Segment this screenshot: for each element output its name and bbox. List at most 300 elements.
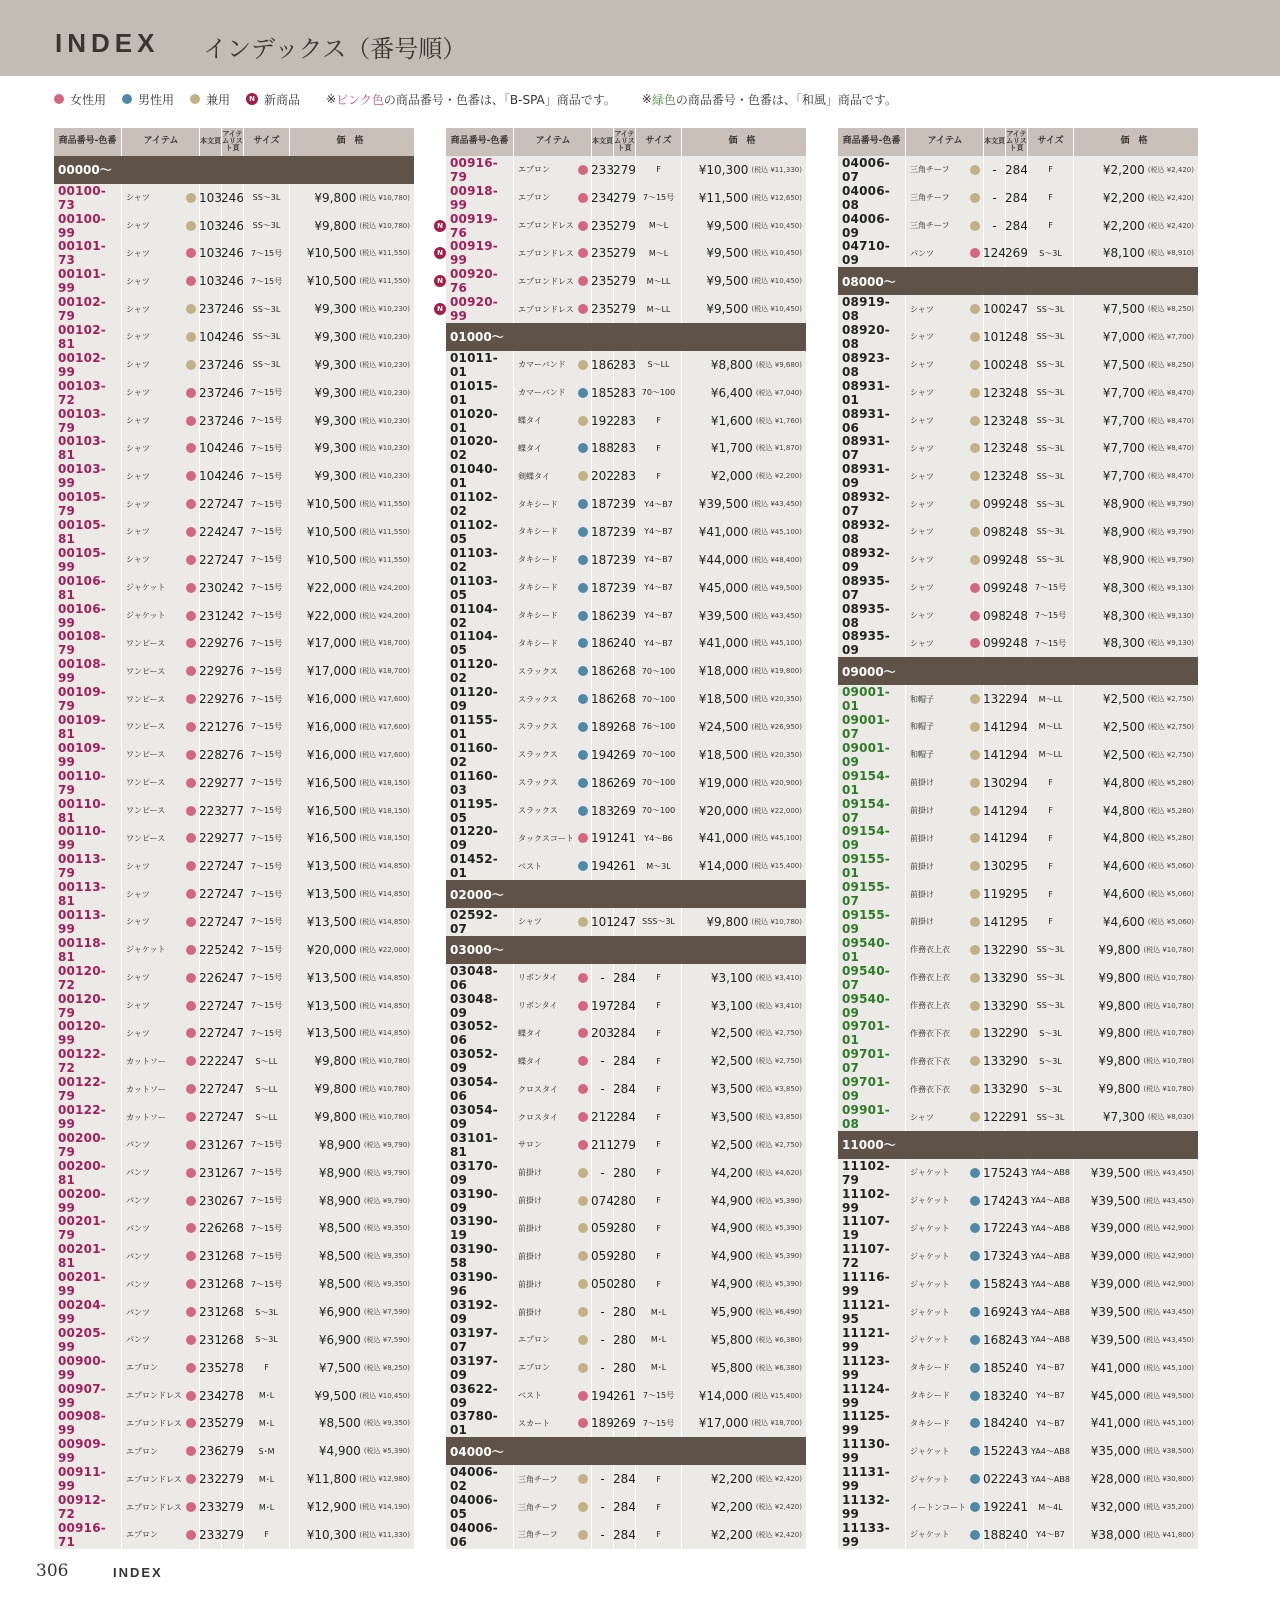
text-page-cell: 227: [199, 546, 221, 574]
size-cell: [635, 407, 681, 435]
item-name: ワンピース: [126, 806, 166, 816]
text-page-cell: 130: [983, 852, 1005, 880]
item-name: シャツ: [126, 304, 150, 314]
item-cell: [121, 1298, 199, 1326]
item-name: 前掛け: [910, 806, 934, 816]
usage-both-dot-icon: [970, 1001, 980, 1011]
usage-both-dot-icon: [970, 304, 980, 314]
text-page-cell: 185: [983, 1354, 1005, 1382]
size-cell: [243, 1020, 289, 1048]
product-code: 03622-09: [450, 1381, 498, 1410]
section-header-row: 01000～: [446, 323, 806, 351]
usage-women-dot-icon: [186, 1446, 196, 1456]
usage-both-dot-icon: [186, 193, 196, 203]
table-row: [446, 657, 806, 685]
item-name: パンツ: [126, 1307, 150, 1317]
item-name: 前掛け: [518, 1196, 542, 1206]
size-cell: [1027, 156, 1073, 184]
item-name: シャツ: [126, 1028, 150, 1038]
list-page-cell: 248: [1005, 546, 1027, 574]
list-page-cell: 295: [1005, 852, 1027, 880]
size-value: F: [656, 1196, 661, 1206]
usage-both-dot-icon: [578, 471, 588, 481]
price-value: ¥41,000: [698, 524, 749, 539]
table-row: [446, 797, 806, 825]
item-name: 前掛け: [910, 833, 934, 843]
item-cell: [513, 1465, 591, 1493]
size-value: SS～3L: [252, 304, 281, 314]
usage-men-dot-icon: [578, 555, 588, 565]
price-value: ¥8,900: [1102, 524, 1145, 539]
price-value: ¥8,900: [318, 1165, 361, 1180]
product-code-cell: [446, 741, 513, 769]
text-page-cell: 227: [199, 1075, 221, 1103]
size-value: F: [1048, 861, 1053, 871]
item-cell: [121, 184, 199, 212]
product-code: 00110-81: [58, 796, 106, 825]
text-page-cell: 100: [983, 351, 1005, 379]
price-cell: [1073, 574, 1198, 602]
size-cell: [1027, 602, 1073, 630]
price-cell: [681, 490, 806, 518]
price-tax-included: (税込 ¥43,450): [751, 500, 802, 509]
text-page-cell: 227: [199, 992, 221, 1020]
price-tax-included: (税込 ¥10,230): [359, 388, 410, 397]
price-cell: [681, 657, 806, 685]
usage-both-dot-icon: [970, 527, 980, 537]
text-page-cell: 099: [983, 574, 1005, 602]
list-page-cell: 279: [221, 1410, 243, 1438]
size-value: S～3L: [1039, 248, 1062, 258]
header-list-page: アイテムリスト頁: [221, 128, 243, 156]
product-code: 01102-02: [450, 490, 498, 519]
product-code-cell: [446, 1242, 513, 1270]
item-name: シャツ: [126, 917, 150, 927]
size-cell: [243, 184, 289, 212]
item-name: カットソー: [126, 1056, 166, 1066]
usage-men-dot-icon: [970, 1223, 980, 1233]
price-value: ¥11,800: [306, 1472, 357, 1487]
price-tax-included: (税込 ¥10,450): [751, 277, 802, 286]
size-cell: [1027, 992, 1073, 1020]
item-cell: [513, 602, 591, 630]
text-page-cell: -: [591, 1493, 613, 1521]
item-cell: [121, 1354, 199, 1382]
table-row: [838, 462, 1198, 490]
beige-dot-icon: [190, 94, 200, 104]
size-value: 70～100: [641, 666, 676, 676]
text-page-cell: 237: [199, 351, 221, 379]
table-row: [54, 908, 414, 936]
product-code-cell: [446, 852, 513, 880]
price-value: ¥16,000: [306, 747, 357, 762]
product-code: 08932-07: [842, 490, 890, 519]
list-page-cell: 247: [221, 908, 243, 936]
size-value: Y4～B7: [1036, 1391, 1065, 1401]
product-code-cell: [838, 964, 905, 992]
price-tax-included: (税込 ¥45,100): [751, 834, 802, 843]
price-cell: [289, 574, 414, 602]
price-cell: [681, 1215, 806, 1243]
size-value: Y4～B7: [644, 527, 673, 537]
item-name: エプロン: [126, 1446, 158, 1456]
size-cell: [243, 1075, 289, 1103]
price-value: ¥39,500: [1090, 1165, 1141, 1180]
product-code-cell: [446, 992, 513, 1020]
usage-women-dot-icon: [578, 221, 588, 231]
price-value: ¥2,000: [710, 469, 753, 484]
size-value: 7～15号: [250, 1279, 283, 1289]
table-row: [54, 880, 414, 908]
price-tax-included: (税込 ¥10,780): [359, 221, 410, 230]
list-page-cell: 248: [1005, 574, 1027, 602]
usage-women-dot-icon: [186, 666, 196, 676]
size-value: M～L: [648, 248, 669, 258]
size-cell: [635, 1187, 681, 1215]
price-value: ¥4,900: [710, 1221, 753, 1236]
product-code: 09540-01: [842, 935, 890, 964]
product-code-cell: [838, 797, 905, 825]
price-tax-included: (税込 ¥5,390): [755, 1196, 802, 1205]
size-cell: [635, 1382, 681, 1410]
product-code-cell: [838, 741, 905, 769]
table-row: [446, 518, 806, 546]
size-value: Y4～B7: [1036, 1418, 1065, 1428]
price-cell: [681, 797, 806, 825]
table-row: [446, 769, 806, 797]
price-value: ¥6,900: [318, 1332, 361, 1347]
usage-women-dot-icon: [186, 1391, 196, 1401]
size-cell: [635, 1020, 681, 1048]
text-page-cell: -: [591, 1075, 613, 1103]
item-name: タキシード: [518, 638, 558, 648]
text-page-cell: 059: [591, 1242, 613, 1270]
usage-both-dot-icon: [970, 1028, 980, 1038]
product-code-cell: [54, 1075, 121, 1103]
size-value: 7～15号: [250, 1001, 283, 1011]
price-tax-included: (税込 ¥38,500): [1143, 1447, 1194, 1456]
item-name: シャツ: [910, 332, 934, 342]
size-value: 7～15号: [250, 611, 283, 621]
product-code: 03197-09: [450, 1353, 498, 1382]
price-value: ¥11,500: [698, 190, 749, 205]
item-cell: [513, 1159, 591, 1187]
price-value: ¥17,000: [306, 636, 357, 651]
item-cell: [513, 1187, 591, 1215]
table-row: [54, 1437, 414, 1465]
table-row: [54, 462, 414, 490]
price-value: ¥24,500: [698, 719, 749, 734]
text-page-cell: 123: [983, 407, 1005, 435]
product-code: 00106-81: [58, 573, 106, 602]
item-name: カットソー: [126, 1084, 166, 1094]
price-tax-included: (税込 ¥10,230): [359, 305, 410, 314]
item-cell: [121, 239, 199, 267]
product-code: 00120-99: [58, 1019, 106, 1048]
item-name: タックスコート: [518, 833, 574, 843]
item-cell: [121, 629, 199, 657]
text-page-cell: 101: [983, 323, 1005, 351]
product-code-cell: [838, 1410, 905, 1438]
product-code-cell: [446, 184, 513, 212]
product-code-cell: [446, 351, 513, 379]
price-value: ¥8,300: [1102, 608, 1145, 623]
text-page-cell: 194: [591, 1382, 613, 1410]
price-value: ¥2,200: [1102, 190, 1145, 205]
price-tax-included: (税込 ¥17,600): [359, 722, 410, 731]
item-cell: [513, 1103, 591, 1131]
price-cell: [289, 1410, 414, 1438]
table-row: [54, 184, 414, 212]
price-cell: [681, 1382, 806, 1410]
price-tax-included: (税込 ¥5,280): [1147, 806, 1194, 815]
price-value: ¥8,500: [318, 1221, 361, 1236]
product-code-cell: [446, 769, 513, 797]
usage-both-dot-icon: [578, 1196, 588, 1206]
price-value: ¥32,000: [1090, 1500, 1141, 1515]
list-page-cell: 284: [613, 1465, 635, 1493]
price-value: ¥19,000: [698, 775, 749, 790]
text-page-cell: 169: [983, 1298, 1005, 1326]
legend-both: 兼用: [190, 91, 230, 108]
price-tax-included: (税込 ¥10,780): [751, 917, 802, 926]
product-code: 01160-02: [450, 740, 498, 769]
price-value: ¥41,000: [698, 636, 749, 651]
table-row: [54, 1410, 414, 1438]
price-cell: [681, 992, 806, 1020]
product-code-cell: [446, 379, 513, 407]
size-cell: [635, 1410, 681, 1438]
product-code-cell: [446, 1410, 513, 1438]
table-row: [446, 1242, 806, 1270]
size-cell: [1027, 1354, 1073, 1382]
new-badge-icon: N: [246, 93, 258, 105]
usage-men-dot-icon: [578, 499, 588, 509]
price-cell: [289, 1437, 414, 1465]
list-page-cell: 246: [221, 434, 243, 462]
table-row: [838, 1215, 1198, 1243]
table-row: [838, 824, 1198, 852]
item-cell: [905, 602, 983, 630]
table-row: [54, 1354, 414, 1382]
text-page-cell: 141: [983, 797, 1005, 825]
product-code-cell: [54, 602, 121, 630]
price-tax-included: (税込 ¥2,750): [755, 1140, 802, 1149]
product-code: 09701-09: [842, 1075, 890, 1104]
index-table-column-2: [437, 128, 806, 1549]
price-cell: [289, 797, 414, 825]
price-tax-included: (税込 ¥14,850): [359, 917, 410, 926]
price-value: ¥7,300: [1102, 1110, 1145, 1124]
item-name: 前掛け: [518, 1307, 542, 1317]
product-code: 00110-99: [58, 824, 106, 853]
list-page-cell: 276: [221, 657, 243, 685]
price-tax-included: (税込 ¥10,780): [1143, 945, 1194, 954]
item-cell: [121, 1131, 199, 1159]
product-code: 00122-99: [58, 1103, 106, 1132]
size-value: YA4～AB8: [1031, 1279, 1070, 1289]
list-page-cell: 246: [221, 351, 243, 379]
usage-men-dot-icon: [970, 1307, 980, 1317]
size-value: 70～100: [641, 778, 676, 788]
price-tax-included: (税込 ¥9,790): [1147, 527, 1194, 536]
item-cell: [513, 546, 591, 574]
item-cell: [121, 323, 199, 351]
legend: [54, 89, 913, 109]
product-code-cell: [838, 212, 905, 240]
product-code: 09540-07: [842, 963, 890, 992]
item-name: ワンピース: [126, 666, 166, 676]
price-value: ¥17,000: [306, 664, 357, 679]
table-row: [446, 1020, 806, 1048]
size-value: F: [656, 1530, 661, 1540]
size-value: YA4～AB8: [1031, 1446, 1070, 1456]
product-code: 01155-01: [450, 712, 498, 741]
item-name: シャツ: [126, 443, 150, 453]
table-row: [446, 1047, 806, 1075]
price-cell: [289, 602, 414, 630]
price-tax-included: (税込 ¥9,790): [363, 1196, 410, 1205]
item-name: エプロンドレス: [518, 304, 574, 314]
table-row: [54, 1187, 414, 1215]
item-name: 和帽子: [910, 750, 934, 760]
text-page-cell: 103: [199, 239, 221, 267]
price-cell: [681, 295, 806, 323]
item-name: スラックス: [518, 750, 558, 760]
price-value: ¥4,900: [710, 1277, 753, 1292]
item-cell: [513, 769, 591, 797]
text-page-cell: 237: [199, 407, 221, 435]
list-page-cell: 280: [613, 1242, 635, 1270]
list-page-cell: 268: [613, 713, 635, 741]
price-cell: [1073, 490, 1198, 518]
item-cell: [905, 1103, 983, 1131]
list-page-cell: 247: [221, 964, 243, 992]
table-row: [446, 1103, 806, 1131]
size-value: SS～3L: [1036, 945, 1065, 955]
product-code-cell: [446, 156, 513, 184]
price-cell: [681, 407, 806, 435]
price-value: ¥39,500: [1090, 1193, 1141, 1208]
usage-men-dot-icon: [970, 1168, 980, 1178]
size-cell: [635, 239, 681, 267]
usage-women-dot-icon: [186, 722, 196, 732]
size-cell: [1027, 1521, 1073, 1549]
size-cell: [243, 1493, 289, 1521]
size-value: M･L: [258, 1502, 275, 1512]
price-cell: [1073, 351, 1198, 379]
price-value: ¥7,000: [1102, 329, 1145, 344]
text-page-cell: 122: [983, 1103, 1005, 1131]
price-cell: [289, 1075, 414, 1103]
price-tax-included: (税込 ¥3,850): [755, 1113, 802, 1121]
product-code: 11123-99: [842, 1353, 890, 1382]
price-value: ¥4,800: [1102, 775, 1145, 790]
product-code-cell: [838, 1326, 905, 1354]
item-cell: [121, 908, 199, 936]
item-cell: [121, 964, 199, 992]
usage-both-dot-icon: [970, 945, 980, 955]
text-page-cell: 203: [591, 1020, 613, 1048]
item-cell: [905, 1298, 983, 1326]
text-page-cell: 173: [983, 1242, 1005, 1270]
usage-men-dot-icon: [970, 1196, 980, 1206]
price-tax-included: (税込 ¥14,850): [359, 890, 410, 899]
size-value: 7～15号: [250, 806, 283, 816]
item-name: パンツ: [126, 1196, 150, 1206]
text-page-cell: 186: [591, 629, 613, 657]
item-cell: [905, 323, 983, 351]
usage-women-dot-icon: [186, 499, 196, 509]
product-code: 11124-99: [842, 1381, 890, 1410]
item-cell: [513, 212, 591, 240]
header-list-page: アイテムリスト頁: [613, 128, 635, 156]
text-page-cell: 235: [199, 1410, 221, 1438]
list-page-cell: 268: [613, 685, 635, 713]
product-code: 03190-96: [450, 1270, 498, 1299]
price-value: ¥17,000: [698, 1416, 749, 1431]
price-cell: [289, 267, 414, 295]
list-page-cell: 268: [221, 1215, 243, 1243]
product-code: 11107-72: [842, 1242, 890, 1271]
usage-women-dot-icon: [578, 1112, 588, 1122]
price-value: ¥5,800: [710, 1332, 753, 1347]
list-page-cell: 240: [1005, 1521, 1027, 1549]
text-page-cell: 228: [199, 741, 221, 769]
list-page-cell: 283: [613, 379, 635, 407]
item-cell: [513, 1382, 591, 1410]
section-header-row: 11000～: [838, 1131, 1198, 1159]
item-name: ワンピース: [126, 778, 166, 788]
usage-both-dot-icon: [970, 388, 980, 398]
list-page-cell: 284: [1005, 156, 1027, 184]
pink-dot-icon: [54, 94, 64, 104]
price-cell: [289, 1020, 414, 1048]
list-page-cell: 279: [613, 295, 635, 323]
table-row: [838, 769, 1198, 797]
price-value: ¥7,700: [1102, 441, 1145, 456]
item-name: 三角チーフ: [910, 221, 950, 230]
table-row: [838, 212, 1198, 240]
list-page-cell: 239: [613, 490, 635, 518]
price-tax-included: (税込 ¥9,130): [1147, 583, 1194, 592]
size-cell: [1027, 490, 1073, 518]
product-code-cell: [446, 1382, 513, 1410]
price-value: ¥18,500: [698, 692, 749, 707]
size-value: F: [656, 1028, 661, 1038]
product-code-cell: [54, 797, 121, 825]
list-page-cell: 268: [221, 1298, 243, 1326]
text-page-cell: 174: [983, 1187, 1005, 1215]
item-name: 作務衣上衣: [910, 1001, 950, 1011]
item-name: シャツ: [126, 973, 150, 983]
table-row: [838, 434, 1198, 462]
product-code: 00103-79: [58, 406, 106, 435]
table-row: [446, 629, 806, 657]
product-code-cell: [446, 546, 513, 574]
list-page-cell: 248: [1005, 602, 1027, 630]
item-name: 和帽子: [910, 694, 934, 704]
text-page-cell: 175: [983, 1159, 1005, 1187]
price-value: ¥18,500: [698, 747, 749, 762]
product-code-cell: [54, 936, 121, 964]
list-page-cell: 248: [1005, 434, 1027, 462]
size-value: 7～15号: [250, 499, 283, 509]
table-row: [446, 574, 806, 602]
table-row: [54, 1215, 414, 1243]
price-value: ¥4,600: [1102, 914, 1145, 929]
list-page-cell: 269: [1005, 239, 1027, 267]
